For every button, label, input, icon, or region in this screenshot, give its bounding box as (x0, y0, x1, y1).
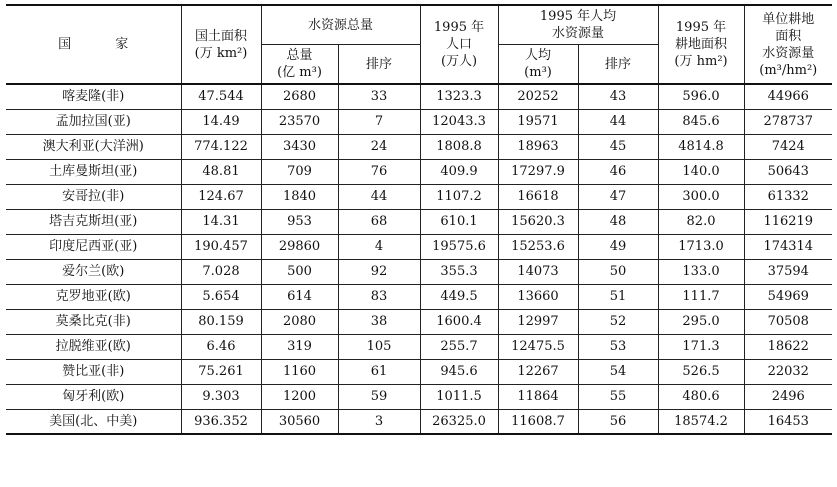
cell-area: 9.303 (181, 384, 261, 409)
cell-rank: 76 (338, 159, 420, 184)
cell-farmland: 596.0 (658, 84, 744, 109)
cell-rank-2: 45 (578, 134, 658, 159)
cell-rank-2: 55 (578, 384, 658, 409)
cell-country: 拉脱维亚(欧) (6, 334, 181, 359)
cell-farmland: 295.0 (658, 309, 744, 334)
cell-rank-2: 56 (578, 409, 658, 434)
cell-water-per-farmland: 44966 (744, 84, 832, 109)
cell-area: 14.31 (181, 209, 261, 234)
cell-rank: 68 (338, 209, 420, 234)
header-per-capita-group: 1995 年人均 水资源量 (498, 5, 658, 45)
cell-farmland: 845.6 (658, 109, 744, 134)
table-row (6, 134, 832, 159)
cell-population: 945.6 (420, 359, 498, 384)
cell-water-per-farmland: 174314 (744, 234, 832, 259)
cell-country: 印度尼西亚(亚) (6, 234, 181, 259)
cell-rank-2: 54 (578, 359, 658, 384)
header-farmland: 1995 年 耕地面积 (万 hm²) (658, 5, 744, 84)
cell-area: 5.654 (181, 284, 261, 309)
table-header (6, 5, 832, 84)
cell-rank-2: 50 (578, 259, 658, 284)
cell-per-capita: 11608.7 (498, 409, 578, 434)
cell-water-per-farmland: 18622 (744, 334, 832, 359)
cell-population: 355.3 (420, 259, 498, 284)
cell-total: 614 (261, 284, 338, 309)
cell-rank: 38 (338, 309, 420, 334)
table-body (6, 84, 832, 434)
cell-water-per-farmland: 54969 (744, 284, 832, 309)
cell-water-per-farmland: 7424 (744, 134, 832, 159)
table-row (6, 259, 832, 284)
cell-farmland: 4814.8 (658, 134, 744, 159)
cell-rank: 44 (338, 184, 420, 209)
cell-total: 3430 (261, 134, 338, 159)
cell-rank-2: 44 (578, 109, 658, 134)
cell-rank-2: 51 (578, 284, 658, 309)
cell-per-capita: 13660 (498, 284, 578, 309)
cell-rank: 83 (338, 284, 420, 309)
cell-water-per-farmland: 2496 (744, 384, 832, 409)
cell-per-capita: 17297.9 (498, 159, 578, 184)
cell-per-capita: 20252 (498, 84, 578, 109)
table-row (6, 409, 832, 434)
header-area: 国土面积 (万 km²) (181, 5, 261, 84)
cell-rank: 61 (338, 359, 420, 384)
cell-per-capita: 11864 (498, 384, 578, 409)
cell-total: 953 (261, 209, 338, 234)
cell-rank: 92 (338, 259, 420, 284)
cell-country: 孟加拉国(亚) (6, 109, 181, 134)
cell-water-per-farmland: 61332 (744, 184, 832, 209)
header-country: 国 家 (6, 5, 181, 84)
cell-water-per-farmland: 16453 (744, 409, 832, 434)
cell-farmland: 171.3 (658, 334, 744, 359)
cell-farmland: 480.6 (658, 384, 744, 409)
cell-rank: 105 (338, 334, 420, 359)
table-row (6, 109, 832, 134)
cell-population: 1323.3 (420, 84, 498, 109)
cell-population: 610.1 (420, 209, 498, 234)
table-row (6, 84, 832, 109)
cell-population: 1107.2 (420, 184, 498, 209)
cell-rank: 59 (338, 384, 420, 409)
header-population: 1995 年 人口 (万人) (420, 5, 498, 84)
table-row (6, 284, 832, 309)
cell-rank: 4 (338, 234, 420, 259)
table-row (6, 209, 832, 234)
cell-per-capita: 12267 (498, 359, 578, 384)
table-container (6, 4, 832, 435)
cell-rank-2: 47 (578, 184, 658, 209)
water-resources-table (6, 4, 832, 435)
cell-rank: 24 (338, 134, 420, 159)
cell-country: 爱尔兰(欧) (6, 259, 181, 284)
cell-population: 12043.3 (420, 109, 498, 134)
cell-area: 47.544 (181, 84, 261, 109)
table-row (6, 159, 832, 184)
cell-area: 936.352 (181, 409, 261, 434)
cell-water-per-farmland: 70508 (744, 309, 832, 334)
cell-country: 塔吉克斯坦(亚) (6, 209, 181, 234)
cell-population: 19575.6 (420, 234, 498, 259)
cell-total: 30560 (261, 409, 338, 434)
cell-water-per-farmland: 50643 (744, 159, 832, 184)
cell-total: 1160 (261, 359, 338, 384)
cell-per-capita: 14073 (498, 259, 578, 284)
cell-population: 26325.0 (420, 409, 498, 434)
table-row (6, 309, 832, 334)
cell-farmland: 82.0 (658, 209, 744, 234)
cell-rank: 33 (338, 84, 420, 109)
cell-country: 匈牙利(欧) (6, 384, 181, 409)
cell-country: 克罗地亚(欧) (6, 284, 181, 309)
cell-country: 莫桑比克(非) (6, 309, 181, 334)
cell-total: 709 (261, 159, 338, 184)
cell-population: 255.7 (420, 334, 498, 359)
cell-per-capita: 16618 (498, 184, 578, 209)
cell-rank-2: 49 (578, 234, 658, 259)
cell-area: 190.457 (181, 234, 261, 259)
cell-area: 75.261 (181, 359, 261, 384)
cell-population: 1808.8 (420, 134, 498, 159)
table-row (6, 384, 832, 409)
cell-water-per-farmland: 116219 (744, 209, 832, 234)
cell-population: 409.9 (420, 159, 498, 184)
cell-per-capita: 15620.3 (498, 209, 578, 234)
cell-water-per-farmland: 278737 (744, 109, 832, 134)
header-water-total: 水资源总量 (261, 5, 420, 45)
cell-area: 80.159 (181, 309, 261, 334)
header-rank-2: 排序 (578, 45, 658, 85)
cell-area: 774.122 (181, 134, 261, 159)
cell-per-capita: 18963 (498, 134, 578, 159)
cell-country: 美国(北、中美) (6, 409, 181, 434)
cell-population: 449.5 (420, 284, 498, 309)
cell-area: 124.67 (181, 184, 261, 209)
cell-country: 赞比亚(非) (6, 359, 181, 384)
cell-rank-2: 48 (578, 209, 658, 234)
cell-farmland: 18574.2 (658, 409, 744, 434)
header-water-per-farmland: 单位耕地 面积 水资源量 (m³/hm²) (744, 5, 832, 84)
cell-area: 7.028 (181, 259, 261, 284)
cell-population: 1011.5 (420, 384, 498, 409)
cell-area: 6.46 (181, 334, 261, 359)
cell-rank: 3 (338, 409, 420, 434)
cell-per-capita: 12475.5 (498, 334, 578, 359)
cell-country: 喀麦隆(非) (6, 84, 181, 109)
cell-farmland: 133.0 (658, 259, 744, 284)
cell-farmland: 1713.0 (658, 234, 744, 259)
cell-area: 48.81 (181, 159, 261, 184)
cell-rank-2: 53 (578, 334, 658, 359)
cell-area: 14.49 (181, 109, 261, 134)
header-per-capita: 人均 (m³) (498, 45, 578, 85)
cell-total: 500 (261, 259, 338, 284)
header-rank: 排序 (338, 45, 420, 85)
cell-farmland: 300.0 (658, 184, 744, 209)
cell-rank-2: 52 (578, 309, 658, 334)
cell-total: 1200 (261, 384, 338, 409)
cell-water-per-farmland: 22032 (744, 359, 832, 384)
cell-rank-2: 46 (578, 159, 658, 184)
header-total: 总量 (亿 m³) (261, 45, 338, 85)
cell-water-per-farmland: 37594 (744, 259, 832, 284)
cell-total: 2680 (261, 84, 338, 109)
cell-rank-2: 43 (578, 84, 658, 109)
cell-per-capita: 19571 (498, 109, 578, 134)
table-row (6, 359, 832, 384)
cell-country: 澳大利亚(大洋洲) (6, 134, 181, 159)
cell-country: 安哥拉(非) (6, 184, 181, 209)
table-row (6, 184, 832, 209)
cell-total: 23570 (261, 109, 338, 134)
cell-population: 1600.4 (420, 309, 498, 334)
cell-farmland: 111.7 (658, 284, 744, 309)
cell-per-capita: 12997 (498, 309, 578, 334)
cell-country: 土库曼斯坦(亚) (6, 159, 181, 184)
table-row (6, 234, 832, 259)
table-row (6, 334, 832, 359)
cell-farmland: 526.5 (658, 359, 744, 384)
cell-total: 1840 (261, 184, 338, 209)
cell-total: 319 (261, 334, 338, 359)
cell-per-capita: 15253.6 (498, 234, 578, 259)
cell-farmland: 140.0 (658, 159, 744, 184)
cell-rank: 7 (338, 109, 420, 134)
cell-total: 2080 (261, 309, 338, 334)
cell-total: 29860 (261, 234, 338, 259)
